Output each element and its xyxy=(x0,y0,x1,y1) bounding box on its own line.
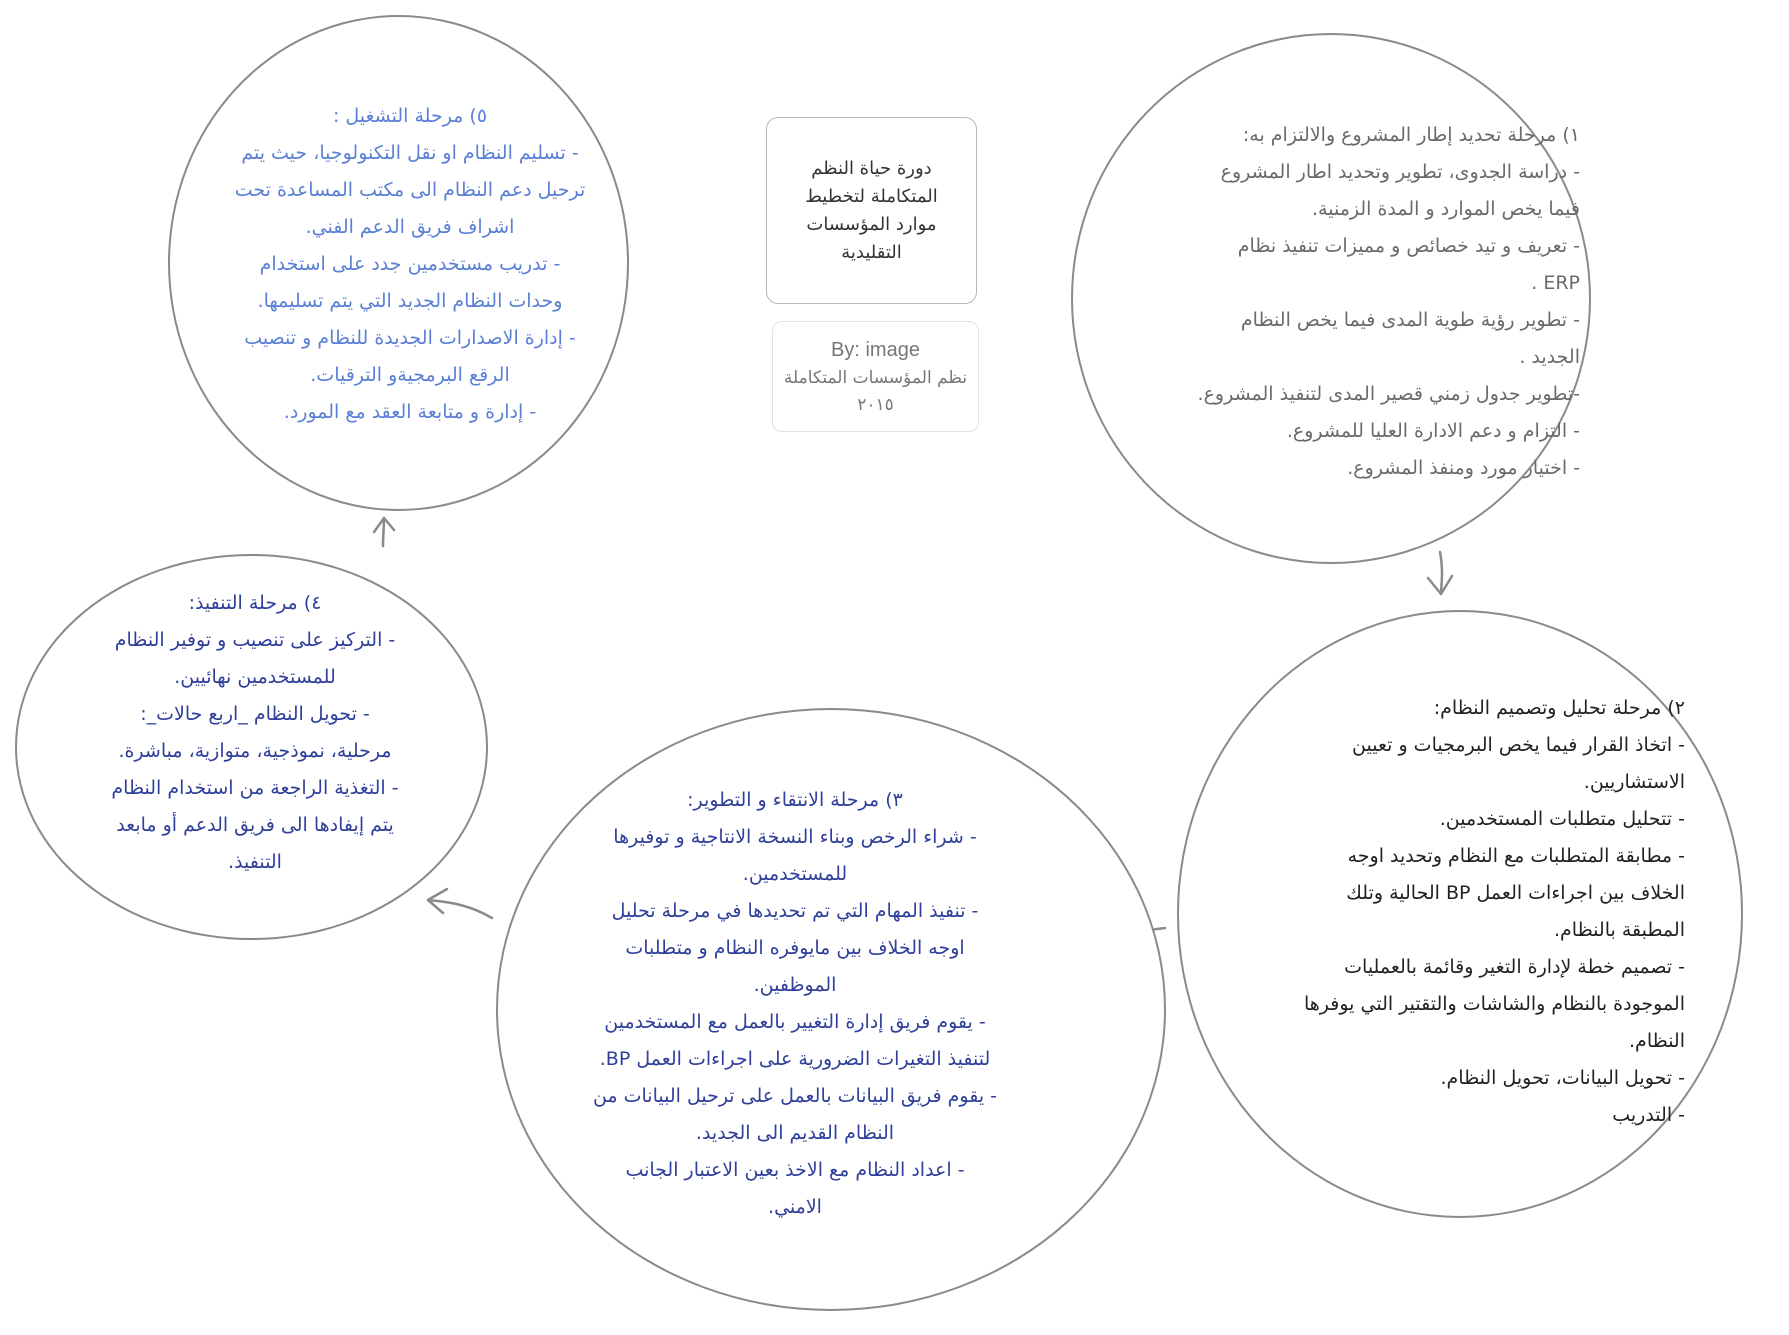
stage4-line: - تحويل النظام _اربع حالات_: xyxy=(140,703,370,725)
stage5-title: ٥) مرحلة التشغيل : xyxy=(332,105,488,127)
stage3-line: لتنفيذ التغيرات الضرورية على اجراءات العمل BP. xyxy=(599,1048,991,1070)
diagram-title: دورة حياة النظم المتكاملة لتخطيط موارد المؤسسات التقليدية xyxy=(805,157,938,263)
stage4-line: - التغذية الراجعة من استخدام النظام xyxy=(111,777,399,799)
stage4-line: يتم إيفادها الى فريق الدعم أو مابعد xyxy=(116,814,394,836)
stage1-line: - التزام و دعم الادارة العليا للمشروع. xyxy=(1286,420,1580,442)
stage5-line: اشراف فريق الدعم الفني. xyxy=(305,216,515,238)
stage1-line: - اختيار مورد ومنفذ المشروع. xyxy=(1347,457,1580,479)
stage3-line: - يقوم فريق البيانات بالعمل على ترحيل البيانات من xyxy=(592,1085,998,1107)
stage1-line: - تطوير رؤية طوية المدى فيما يخص النظام xyxy=(1240,309,1580,331)
arrow-stage1-to-stage2 xyxy=(1428,552,1452,594)
stage5-line: - إدارة و متابعة العقد مع المورد. xyxy=(283,401,537,423)
stage2-line: - مطابقة المتطلبات مع النظام وتحديد اوجه xyxy=(1347,845,1685,867)
stage4-line: التنفيذ. xyxy=(228,851,282,873)
arrow-stage3-to-stage4 xyxy=(428,889,492,918)
stage1-line: -تطوير جدول زمني قصير المدى لتنفيذ المشروع. xyxy=(1197,383,1580,405)
stage1-text xyxy=(1160,117,1580,487)
stage4-line: مرحلية، نموذجية، متوازية، مباشرة. xyxy=(118,740,392,762)
stage3-line: - تنفيذ المهام التي تم تحديدها في مرحلة تحليل xyxy=(611,900,979,922)
diagram-title-box xyxy=(766,117,977,304)
stage4-line: - التركيز على تنصيب و توفير النظام xyxy=(114,629,396,651)
stage2-line: الاستشاريين. xyxy=(1583,771,1685,793)
stage2-line: - التدريب xyxy=(1612,1104,1685,1126)
stage5-text xyxy=(210,98,610,431)
stage3-title: ٣) مرحلة الانتقاء و التطوير: xyxy=(687,789,903,811)
stage3-text xyxy=(570,782,1020,1226)
credit-source: نظم المؤسسات المتكاملة xyxy=(783,367,968,388)
stage2-text xyxy=(1265,690,1685,1134)
stage2-line: - تصميم خطة لإدارة التغير وقائمة بالعمليات xyxy=(1344,956,1685,978)
stage5-line: وحدات النظام الجديد التي يتم تسليمها. xyxy=(257,290,563,312)
credit-by: By: image xyxy=(831,338,920,361)
stage1-line: ERP . xyxy=(1531,272,1580,294)
stage1-line: الجديد . xyxy=(1519,346,1580,368)
stage2-line: الخلاف بين اجراءات العمل BP الحالية وتلك xyxy=(1346,882,1685,904)
stage5-line: - إدارة الاصدارات الجديدة للنظام و تنصيب xyxy=(244,327,576,349)
stage5-line: - تسليم النظام او نقل التكنولوجيا، حيث يتم xyxy=(241,142,579,164)
stage4-text xyxy=(70,585,440,881)
stage1-line: - دراسة الجدوى، تطوير وتحديد اطار المشروع xyxy=(1220,161,1580,183)
stage5-line: ترحيل دعم النظام الى مكتب المساعدة تحت xyxy=(234,179,586,201)
stage2-line: النظام. xyxy=(1629,1030,1685,1052)
stage3-line: النظام القديم الى الجديد. xyxy=(695,1122,895,1144)
stage3-line: اوجه الخلاف بين مايوفره النظام و متطلبات xyxy=(625,937,965,959)
stage5-line: - تدريب مستخدمين جدد على استخدام xyxy=(259,253,561,275)
stage3-line: للمستخدمين. xyxy=(742,863,848,885)
stage2-line: - تتحليل متطلبات المستخدمين. xyxy=(1439,808,1685,830)
stage3-line: - اعداد النظام مع الاخذ بعين الاعتبار الجانب xyxy=(625,1159,965,1181)
arrow-stage4-to-stage5 xyxy=(374,518,394,546)
stage2-line: الموجودة بالنظام والشاشات والتقتير التي يوفرها xyxy=(1303,993,1685,1015)
stage2-line: - تحويل البيانات، تحويل النظام. xyxy=(1440,1067,1685,1089)
stage1-title: ١) مرحلة تحديد إطار المشروع والالتزام به: xyxy=(1242,124,1580,146)
stage1-line: فيما يخص الموارد و المدة الزمنية. xyxy=(1312,198,1580,220)
stage3-line: الموظفين. xyxy=(753,974,837,996)
stage5-line: الرقع البرمجيةو الترقيات. xyxy=(310,364,510,386)
credit-box xyxy=(772,321,979,432)
stage2-line: المطبقة بالنظام. xyxy=(1554,919,1685,941)
credit-year: ٢٠١٥ xyxy=(857,394,894,415)
stage3-line: - يقوم فريق إدارة التغيير بالعمل مع المستخدمين xyxy=(604,1011,986,1033)
stage1-line: - تعريف و تيد خصائص و مميزات تنفيذ نظام xyxy=(1237,235,1580,257)
stage3-line: - شراء الرخص وبناء النسخة الانتاجية و توفيرها xyxy=(613,826,977,848)
stage3-line: الامني. xyxy=(768,1196,822,1218)
stage4-line: للمستخدمين نهائيين. xyxy=(174,666,336,688)
stage2-line: - اتخاذ القرار فيما يخص البرمجيات و تعيين xyxy=(1352,734,1685,756)
stage2-title: ٢) مرحلة تحليل وتصميم النظام: xyxy=(1433,697,1685,719)
stage4-title: ٤) مرحلة التنفيذ: xyxy=(188,592,322,614)
